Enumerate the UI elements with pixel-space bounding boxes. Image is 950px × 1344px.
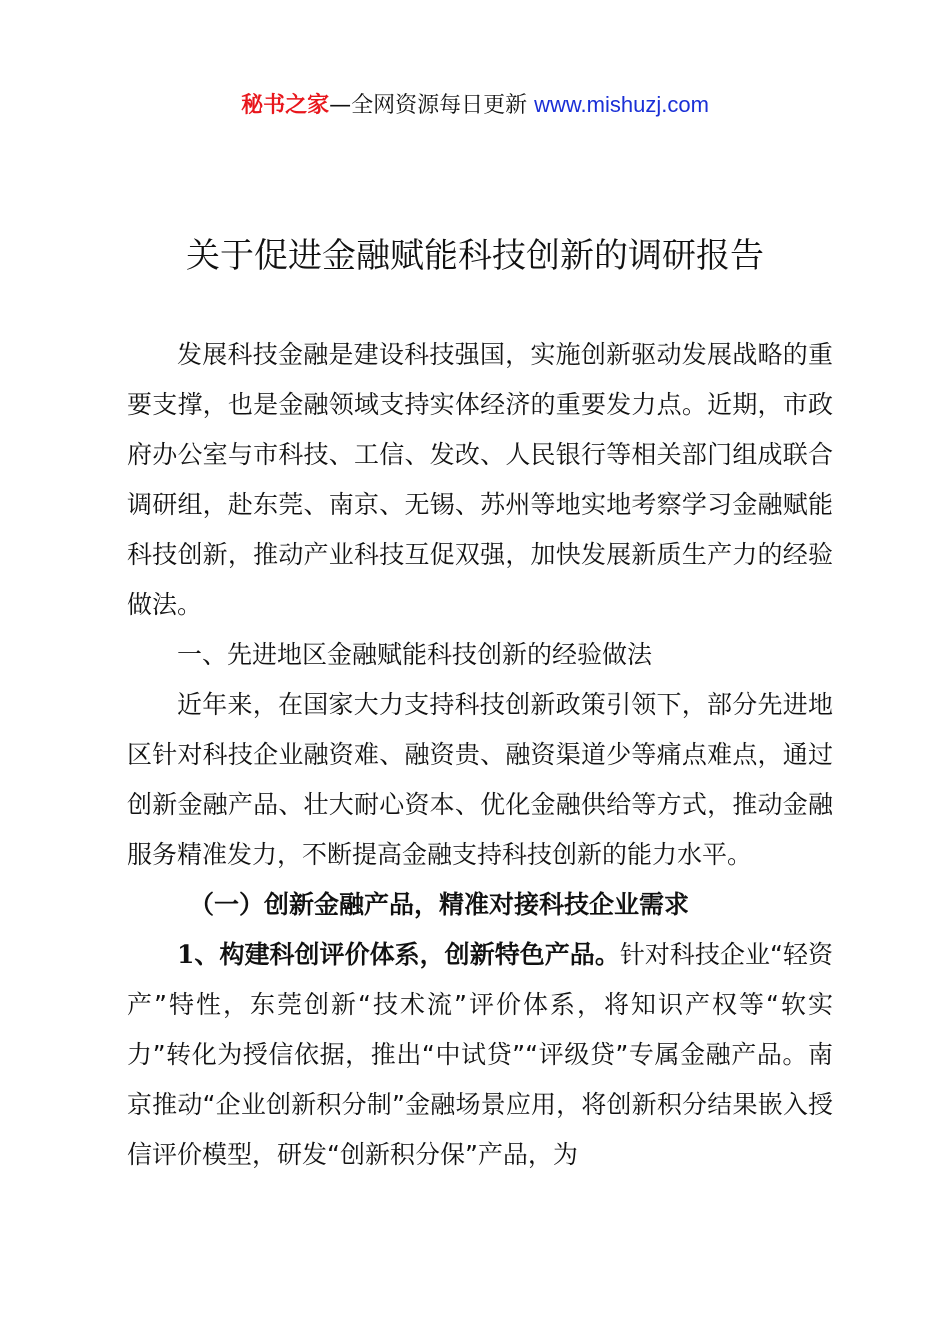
site-tagline: —全网资源每日更新 xyxy=(329,93,535,118)
intro-paragraph: 发展科技金融是建设科技强国，实施创新驱动发展战略的重要支撑，也是金融领域支持实体经济的重要发力点。近期，市政府办公室与市科技、工信、发改、人民银行等相关部门组成联合调研组，赴东莞、南京、无锡、苏州等地实地考察学习金融赋能科技创新，推动产业科技互促双强，加快发展新质生产力的经验做法。 xyxy=(127,340,833,619)
item-lead-sentence: 构建科创评价体系，创新特色产品。 xyxy=(219,940,620,969)
site-url-link[interactable]: www.mishuzj.com xyxy=(534,92,709,117)
site-brand: 秘书之家 xyxy=(241,93,330,118)
subsection-heading: （一）创新金融产品，精准对接科技企业需求 xyxy=(189,890,690,919)
item-number: 1、 xyxy=(177,940,220,969)
document-title: 关于促进金融赋能科技创新的调研报告 xyxy=(186,236,764,276)
site-header xyxy=(0,88,950,123)
item-paragraph xyxy=(127,930,833,1180)
section-intro-paragraph: 近年来，在国家大力支持科技创新政策引领下，部分先进地区针对科技企业融资难、融资贵、融资渠道少等痛点难点，通过创新金融产品、壮大耐心资本、优化金融供给等方式，推动金融服务精准发力，不断提高金融支持科技创新的能力水平。 xyxy=(127,690,833,869)
document-body xyxy=(127,330,833,1180)
item-body-text: 针对科技企业“轻资产”特性，东莞创新“技术流”评价体系，将知识产权等“软实力”转化为授信依据，推出“中试贷”“评级贷”专属金融产品。南京推动“企业创新积分制”金融场景应用，将创新积分结果嵌入授信评价模型，研发“创新积分保”产品，为 xyxy=(127,940,833,1169)
section-heading: 一、先进地区金融赋能科技创新的经验做法 xyxy=(177,640,653,669)
